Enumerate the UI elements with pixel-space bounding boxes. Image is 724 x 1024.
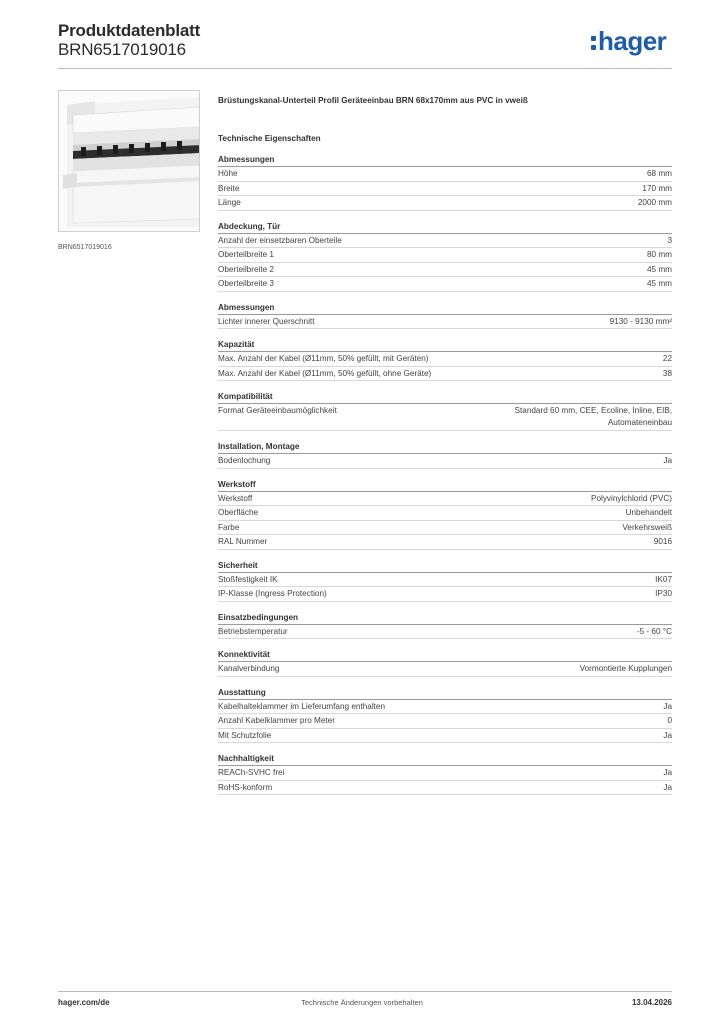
property-label: REACh-SVHC frei (218, 768, 285, 777)
property-value: Verkehrsweiß (622, 522, 672, 532)
property-label: Oberteilbreite 3 (218, 279, 274, 288)
property-row (218, 352, 672, 367)
properties-heading: Technische Eigenschaften (218, 134, 321, 143)
group-title: Konnektivität (218, 650, 672, 662)
property-label: Breite (218, 183, 240, 193)
property-label: Bodenlochung (218, 456, 271, 465)
property-label: Kanalverbindung (218, 664, 280, 673)
property-label: Max. Anzahl der Kabel (Ø11mm, 50% gefüllt, ohne Geräte) (218, 368, 432, 378)
logo-colon-icon (590, 33, 597, 53)
property-value: 3 (667, 235, 672, 245)
property-value: -5 - 60 °C (636, 626, 672, 636)
footer-website: hager.com/de (58, 998, 110, 1007)
product-name: Brüstungskanal-Unterteil Profil Geräteeinbau BRN 68x170mm aus PVC in vweiß (218, 96, 528, 105)
property-label: Oberteilbreite 2 (218, 264, 274, 274)
property-value: Ja (663, 701, 672, 711)
property-row (218, 506, 672, 521)
logo-text: hager (598, 26, 667, 56)
property-value: IK07 (655, 574, 672, 584)
property-group (218, 688, 672, 744)
property-groups (218, 155, 672, 795)
property-value: Ja (663, 456, 672, 465)
property-row (218, 714, 672, 729)
property-label: Betriebstemperatur (218, 626, 288, 636)
property-row (218, 248, 672, 263)
property-label: Max. Anzahl der Kabel (Ø11mm, 50% gefüllt, mit Geräten) (218, 354, 429, 363)
property-row (218, 625, 672, 640)
property-group (218, 303, 672, 330)
property-label: RoHS-konform (218, 782, 273, 792)
property-row (218, 454, 672, 469)
property-label: Oberfläche (218, 508, 259, 517)
property-label: Anzahl Kabelklammer pro Meter (218, 716, 335, 725)
group-title: Nachhaltigkeit (218, 754, 672, 766)
property-group (218, 442, 672, 469)
property-label: Farbe (218, 522, 240, 532)
property-value: 45 mm (646, 279, 672, 288)
product-image (58, 90, 200, 232)
property-value: IP30 (655, 589, 672, 598)
property-value: 38 (662, 368, 672, 378)
property-label: Stoßfestigkeit IK (218, 574, 278, 584)
property-value: 45 mm (646, 264, 672, 274)
article-number: BRN6517019016 (58, 40, 186, 59)
image-caption: BRN6517019016 (58, 244, 112, 251)
group-title: Einsatzbedingungen (218, 613, 672, 625)
property-group (218, 480, 672, 550)
cable-duct-illustration (59, 91, 200, 232)
property-value: Ja (663, 782, 672, 792)
property-value: 22 (662, 354, 672, 363)
property-group (218, 754, 672, 795)
property-label: IP-Klasse (Ingress Protection) (218, 589, 327, 598)
property-row (218, 367, 672, 382)
property-row (218, 573, 672, 588)
property-label: Anzahl der einsetzbaren Oberteile (218, 235, 342, 245)
group-title: Sicherheit (218, 561, 672, 573)
property-label: Höhe (218, 169, 238, 178)
property-row (218, 535, 672, 550)
property-label: Oberteilbreite 1 (218, 250, 274, 259)
property-group (218, 650, 672, 677)
property-value: 2000 mm (637, 198, 672, 207)
property-row (218, 521, 672, 536)
group-title: Abmessungen (218, 155, 672, 167)
property-group (218, 155, 672, 211)
property-value: Polyvinylchlorid (PVC) (591, 493, 672, 503)
property-row (218, 662, 672, 677)
datasheet-content (218, 96, 672, 806)
document-title: Produktdatenblatt (58, 21, 201, 40)
property-value: 9130 - 9130 mm² (609, 316, 672, 326)
property-value: 80 mm (646, 250, 672, 259)
group-title: Installation, Montage (218, 442, 672, 454)
property-row (218, 263, 672, 278)
property-row (218, 492, 672, 507)
group-title: Abdeckung, Tür (218, 222, 672, 234)
property-row (218, 182, 672, 197)
property-row (218, 167, 672, 182)
group-title: Abmessungen (218, 303, 672, 315)
property-value: 68 mm (646, 169, 672, 178)
header-divider (58, 68, 672, 69)
property-row (218, 781, 672, 796)
property-group (218, 222, 672, 292)
property-group (218, 340, 672, 381)
property-label: Lichter innerer Querschnitt (218, 316, 315, 326)
property-value: Ja (663, 730, 672, 740)
property-value: Standard 60 mm, CEE, Ecoline, Inline, EIB, Automateneinbau (514, 406, 672, 427)
footer-disclaimer: Technische Änderungen vorbehalten (301, 998, 423, 1007)
property-row (218, 729, 672, 744)
property-group (218, 392, 672, 431)
property-label: Format Geräteeinbaumöglichkeit (218, 406, 337, 415)
property-row (218, 234, 672, 249)
property-value: 170 mm (642, 183, 672, 193)
group-title: Kapazität (218, 340, 672, 352)
footer-date: 13.04.2026 (631, 998, 672, 1007)
property-row (218, 315, 672, 330)
property-row (218, 700, 672, 715)
property-group (218, 613, 672, 640)
property-row (218, 196, 672, 211)
group-title: Kompatibilität (218, 392, 672, 404)
property-label: Kabelhalteklammer im Lieferumfang enthalten (218, 701, 386, 711)
property-label: Werkstoff (218, 493, 253, 503)
property-row (218, 277, 672, 292)
property-row (218, 587, 672, 602)
property-value: Ja (663, 768, 672, 777)
footer-divider (58, 991, 672, 992)
property-value: 9016 (653, 537, 672, 546)
property-group (218, 561, 672, 602)
property-value: Vormontierte Kupplungen (579, 664, 672, 673)
group-title: Ausstattung (218, 688, 672, 700)
property-row (218, 404, 672, 431)
property-value: 0 (667, 716, 672, 725)
property-label: Mit Schutzfolie (218, 730, 272, 740)
property-row (218, 766, 672, 781)
group-title: Werkstoff (218, 480, 672, 492)
property-label: Länge (218, 198, 241, 207)
hager-logo (590, 26, 666, 56)
property-value: Unbehandelt (625, 508, 672, 517)
property-label: RAL Nummer (218, 537, 268, 546)
